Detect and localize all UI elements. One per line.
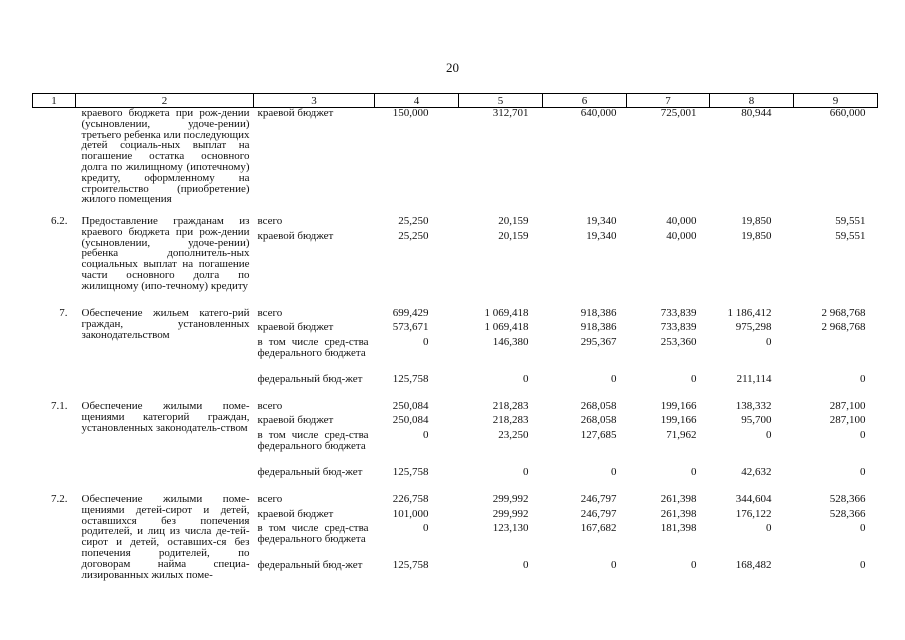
row-number-cell: 6.2. (51, 215, 68, 227)
value-cell-col-4 (375, 401, 459, 494)
amount-value: 246,797 (580, 493, 617, 505)
value-cell-col-6 (543, 216, 627, 308)
row-number-cell (33, 108, 76, 217)
amount-value: 19,340 (586, 215, 617, 227)
value-cell-col-4 (375, 108, 459, 217)
amount-value: 0 (691, 466, 697, 478)
value-cell-col-8 (710, 108, 794, 217)
measure-description-cell: Обеспечение жильем катего-рий граждан, установленных законодательством (81, 307, 250, 341)
amount-value: 181,398 (660, 522, 697, 534)
column-header-2: 2 (76, 94, 254, 108)
amount-value: 25,250 (398, 230, 429, 242)
amount-value: 573,671 (392, 321, 429, 333)
amount-value: 125,758 (392, 373, 429, 385)
funding-source-label: краевой бюджет (257, 230, 334, 242)
amount-value: 42,632 (741, 466, 772, 478)
table-row (33, 216, 878, 308)
value-cell-col-5 (459, 494, 543, 594)
amount-value: 20,159 (498, 215, 529, 227)
amount-value (794, 337, 874, 374)
amount-value: 40,000 (666, 215, 697, 227)
amount-value: 918,386 (580, 307, 617, 319)
amount-value: 246,797 (580, 508, 617, 520)
column-header-3: 3 (254, 94, 375, 108)
measure-description-cell: Предоставление гражданам из краевого бюджета при рож-дении (усыновлении, удоче-рении) ребенка дополнитель-ных социальных выплат на погашение части основного долга по жилищному (ипо-течному) кредиту (81, 215, 250, 292)
amount-value: 59,551 (835, 215, 866, 227)
amount-value: 0 (766, 336, 772, 348)
value-cell-col-9 (794, 108, 878, 217)
amount-value: 199,166 (660, 400, 697, 412)
measure-description-cell: краевого бюджета при рож-дении (усыновлении, удоче-рении) третьего ребенка или последующих детей социаль-ных выплат на погашение остатка основного долга по жилищному (ипотечному) кредиту, оформленному на строительство (приобретение) жилого помещения (81, 107, 250, 206)
table-row (33, 108, 878, 217)
row-number-cell: 7. (59, 307, 68, 319)
table-row (33, 494, 878, 594)
funding-source-label: краевой бюджет (257, 321, 334, 333)
funding-source-label: краевой бюджет (257, 414, 334, 426)
value-cell-col-9 (794, 308, 878, 401)
amount-value: 528,366 (829, 493, 866, 505)
amount-value: 0 (423, 429, 429, 441)
amount-value: 218,283 (492, 400, 529, 412)
amount-value: 0 (523, 466, 529, 478)
amount-value: 918,386 (580, 321, 617, 333)
amount-value: 0 (860, 466, 866, 478)
amount-value: 312,701 (492, 107, 529, 119)
funding-source-cell (254, 308, 375, 401)
value-cell-col-8 (710, 216, 794, 308)
amount-value: 1 069,418 (484, 307, 529, 319)
amount-value: 660,000 (829, 107, 866, 119)
budget-table-container (32, 93, 877, 594)
amount-value: 167,682 (580, 522, 617, 534)
amount-value: 20,159 (498, 230, 529, 242)
amount-value: 150,000 (392, 107, 429, 119)
value-cell-col-5 (459, 308, 543, 401)
funding-source-label: краевой бюджет (257, 107, 334, 119)
value-cell-col-7 (627, 494, 710, 594)
value-cell-col-6 (543, 494, 627, 594)
amount-value: 2 968,768 (821, 307, 866, 319)
funding-source-cell (254, 494, 375, 594)
value-cell-col-4 (375, 216, 459, 308)
funding-source-label: в том числе сред-ства федерального бюджета (257, 336, 369, 359)
table-row (33, 401, 878, 494)
amount-value: 0 (611, 559, 617, 571)
amount-value: 125,758 (392, 559, 429, 571)
amount-value: 261,398 (660, 493, 697, 505)
amount-value: 0 (691, 559, 697, 571)
amount-value: 211,114 (736, 373, 772, 385)
amount-value: 125,758 (392, 466, 429, 478)
page-number: 20 (446, 60, 459, 75)
amount-value: 138,332 (735, 400, 772, 412)
amount-value: 19,340 (586, 230, 617, 242)
amount-value: 344,604 (735, 493, 772, 505)
funding-source-label: федеральный бюд-жет (257, 559, 363, 571)
amount-value: 1 186,412 (727, 307, 772, 319)
amount-value: 975,298 (735, 321, 772, 333)
value-cell-col-5 (459, 401, 543, 494)
row-number-cell: 7.2. (51, 493, 68, 505)
value-cell-col-8 (710, 494, 794, 594)
amount-value: 168,482 (735, 559, 772, 571)
amount-value: 226,758 (392, 493, 429, 505)
amount-value: 101,000 (392, 508, 429, 520)
funding-source-cell (254, 108, 375, 217)
amount-value: 123,130 (492, 522, 529, 534)
budget-table (32, 93, 878, 594)
amount-value: 299,992 (492, 493, 529, 505)
amount-value: 299,992 (492, 508, 529, 520)
funding-source-label: всего (257, 307, 283, 319)
amount-value: 261,398 (660, 508, 697, 520)
amount-value: 19,850 (741, 215, 772, 227)
value-cell-col-7 (627, 108, 710, 217)
amount-value: 1 069,418 (484, 321, 529, 333)
funding-source-label: всего (257, 493, 283, 505)
amount-value: 25,250 (398, 215, 429, 227)
amount-value: 176,122 (735, 508, 772, 520)
amount-value: 268,058 (580, 414, 617, 426)
value-cell-col-7 (627, 216, 710, 308)
column-header-9: 9 (794, 94, 878, 108)
value-cell-col-4 (375, 308, 459, 401)
funding-source-cell (254, 216, 375, 308)
funding-source-label: федеральный бюд-жет (257, 373, 363, 385)
amount-value: 0 (691, 373, 697, 385)
funding-source-label: краевой бюджет (257, 508, 334, 520)
amount-value: 0 (523, 559, 529, 571)
amount-value: 23,250 (498, 429, 529, 441)
amount-value: 0 (860, 429, 866, 441)
amount-value: 40,000 (666, 230, 697, 242)
value-cell-col-6 (543, 108, 627, 217)
funding-source-cell (254, 401, 375, 494)
amount-value: 0 (523, 373, 529, 385)
value-cell-col-4 (375, 494, 459, 594)
amount-value: 287,100 (829, 414, 866, 426)
amount-value: 640,000 (580, 107, 617, 119)
amount-value: 733,839 (660, 321, 697, 333)
amount-value: 199,166 (660, 414, 697, 426)
amount-value: 287,100 (829, 400, 866, 412)
amount-value: 250,084 (392, 414, 429, 426)
amount-value: 0 (611, 466, 617, 478)
column-number-row (33, 94, 878, 108)
column-header-1: 1 (33, 94, 76, 108)
amount-value: 146,380 (492, 336, 529, 348)
column-header-5: 5 (459, 94, 543, 108)
amount-value: 699,429 (392, 307, 429, 319)
amount-value: 0 (860, 522, 866, 534)
value-cell-col-5 (459, 108, 543, 217)
amount-value: 71,962 (666, 429, 697, 441)
amount-value: 127,685 (580, 429, 617, 441)
funding-source-label: всего (257, 215, 283, 227)
amount-value: 0 (611, 373, 617, 385)
amount-value: 0 (860, 559, 866, 571)
amount-value: 0 (860, 373, 866, 385)
amount-value: 0 (766, 429, 772, 441)
amount-value: 295,367 (580, 336, 617, 348)
column-header-4: 4 (375, 94, 459, 108)
row-number-cell: 7.1. (51, 400, 68, 412)
amount-value: 0 (423, 336, 429, 348)
amount-value: 59,551 (835, 230, 866, 242)
amount-value: 268,058 (580, 400, 617, 412)
amount-value: 0 (423, 522, 429, 534)
column-header-6: 6 (543, 94, 627, 108)
amount-value: 80,944 (741, 107, 772, 119)
measure-description-cell: Обеспечение жилыми поме-щениями категорий граждан, установленных законодатель-ством (81, 400, 250, 434)
amount-value: 218,283 (492, 414, 529, 426)
amount-value: 725,001 (660, 107, 697, 119)
table-body (33, 108, 878, 595)
amount-value: 253,360 (660, 336, 697, 348)
amount-value: 733,839 (660, 307, 697, 319)
amount-value: 0 (766, 522, 772, 534)
value-cell-col-7 (627, 308, 710, 401)
table-row (33, 308, 878, 401)
value-cell-col-8 (710, 401, 794, 494)
column-header-8: 8 (710, 94, 794, 108)
funding-source-label: в том числе сред-ства федерального бюджета (257, 522, 369, 545)
value-cell-col-6 (543, 308, 627, 401)
funding-source-label: всего (257, 400, 283, 412)
value-cell-col-5 (459, 216, 543, 308)
funding-source-label: в том числе сред-ства федерального бюджета (257, 429, 369, 452)
value-cell-col-9 (794, 494, 878, 594)
funding-source-label: федеральный бюд-жет (257, 466, 363, 478)
amount-value: 95,700 (741, 414, 772, 426)
value-cell-col-9 (794, 216, 878, 308)
value-cell-col-7 (627, 401, 710, 494)
value-cell-col-6 (543, 401, 627, 494)
value-cell-col-9 (794, 401, 878, 494)
amount-value: 528,366 (829, 508, 866, 520)
amount-value: 2 968,768 (821, 321, 866, 333)
column-header-7: 7 (627, 94, 710, 108)
measure-description-cell: Обеспечение жилыми поме-щениями детей-сирот и детей, оставшихся без попечения родителей, и лиц из числа де-тей-сирот и детей, оставших-ся без попечения родителей, по договорам найма специа-лизированных жилых поме- (81, 493, 250, 581)
amount-value: 19,850 (741, 230, 772, 242)
amount-value: 250,084 (392, 400, 429, 412)
value-cell-col-8 (710, 308, 794, 401)
